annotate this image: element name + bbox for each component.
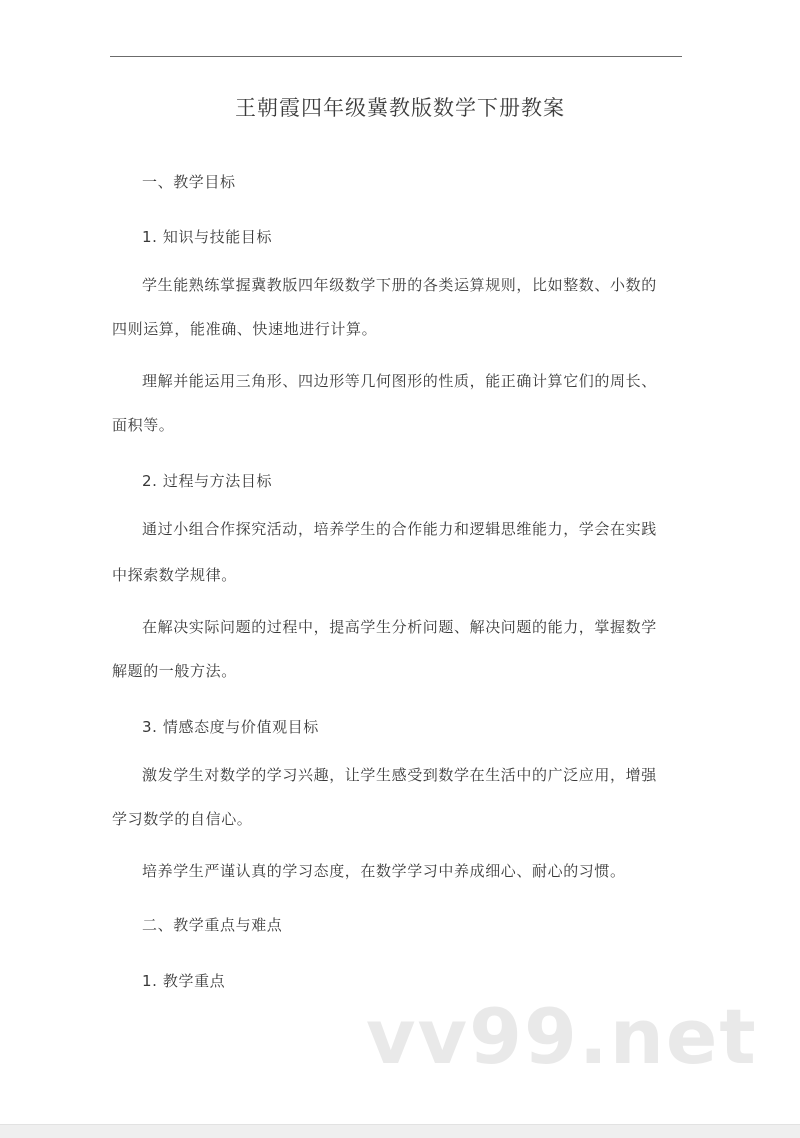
header-rule <box>110 56 682 57</box>
paragraph-line: 通过小组合作探究活动，培养学生的合作能力和逻辑思维能力，学会在实践 <box>142 520 657 538</box>
paragraph-line: 激发学生对数学的学习兴趣，让学生感受到数学在生活中的广泛应用，增强 <box>142 766 657 784</box>
section-heading-key-points: 二、教学重点与难点 <box>142 916 283 934</box>
paragraph-line: 学生能熟练掌握冀教版四年级数学下册的各类运算规则，比如整数、小数的 <box>142 276 657 294</box>
paragraph-line: 培养学生严谨认真的学习态度，在数学学习中养成细心、耐心的习惯。 <box>142 862 626 880</box>
paragraph-line: 四则运算，能准确、快速地进行计算。 <box>112 320 378 338</box>
paragraph-line: 理解并能运用三角形、四边形等几何图形的性质，能正确计算它们的周长、 <box>142 372 657 390</box>
subheading-process-methods: 2. 过程与方法目标 <box>142 472 273 490</box>
paragraph-line: 面积等。 <box>112 416 175 434</box>
section-heading-objectives: 一、教学目标 <box>142 173 236 191</box>
page-bottom-edge <box>0 1124 800 1138</box>
paragraph-line: 学习数学的自信心。 <box>112 810 253 828</box>
subheading-knowledge-skills: 1. 知识与技能目标 <box>142 228 273 246</box>
subheading-attitude-values: 3. 情感态度与价值观目标 <box>142 718 319 736</box>
paragraph-line: 在解决实际问题的过程中，提高学生分析问题、解决问题的能力，掌握数学 <box>142 618 657 636</box>
paragraph-line: 解题的一般方法。 <box>112 662 237 680</box>
subheading-teaching-focus: 1. 教学重点 <box>142 972 226 990</box>
watermark: vv99.net <box>366 992 758 1081</box>
paragraph-line: 中探索数学规律。 <box>112 566 237 584</box>
document-title: 王朝霞四年级冀教版数学下册教案 <box>235 96 565 120</box>
